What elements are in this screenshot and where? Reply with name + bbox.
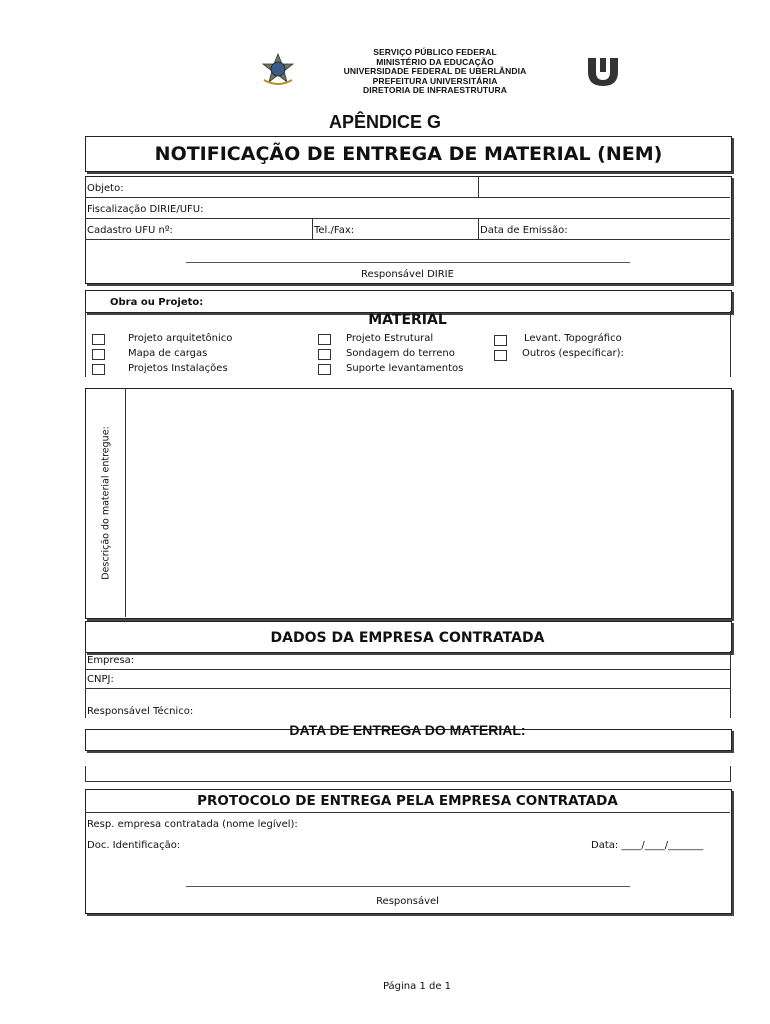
header-line: DIRETORIA DE INFRAESTRUTURA — [363, 85, 507, 95]
cnpj-label: CNPJ: — [87, 674, 114, 685]
material-option-label: Projeto Estrutural — [346, 333, 434, 344]
divider — [125, 388, 126, 617]
header-line: MINISTÉRIO DA EDUCAÇÃO — [376, 56, 494, 67]
brazil-coat-of-arms-logo — [258, 52, 298, 88]
checkbox-sondagem-do-terreno[interactable] — [318, 349, 331, 360]
material-option-label: Sondagem do terreno — [346, 348, 455, 359]
form-title: NOTIFICAÇÃO DE ENTREGA DE MATERIAL (NEM) — [85, 136, 732, 172]
empresa-title: DADOS DA EMPRESA CONTRATADA — [270, 630, 545, 646]
divider — [85, 197, 730, 198]
identification-block — [85, 176, 732, 284]
material-option-label: Suporte levantamentos — [346, 363, 464, 374]
divider — [85, 311, 86, 377]
tel-fax-label: Tel./Fax: — [314, 225, 355, 236]
page-number: Página 1 de 1 — [382, 981, 452, 992]
data-emissao-label: Data de Emissão: — [480, 225, 568, 236]
divider — [730, 311, 731, 377]
empresa-label: Empresa: — [87, 655, 135, 666]
divider — [85, 669, 730, 670]
divider — [85, 239, 730, 240]
checkbox-projetos-instalacoes[interactable] — [92, 364, 105, 375]
data-protocolo-label: Data: ____/____/_______ — [591, 840, 704, 851]
divider — [730, 766, 731, 782]
divider — [85, 688, 730, 689]
institution-header — [300, 48, 570, 96]
resp-empresa-label: Resp. empresa contratada (nome legível): — [87, 819, 298, 830]
ufu-logo — [584, 54, 622, 88]
divider — [85, 766, 86, 782]
header-line: SERVIÇO PÚBLICO FEDERAL — [373, 47, 497, 57]
protocolo-title: PROTOCOLO DE ENTREGA PELA EMPRESA CONTRATADA — [197, 793, 618, 809]
divider — [478, 218, 479, 239]
data-entrega-title: DATA DE ENTREGA DO MATERIAL: — [289, 722, 526, 738]
divider — [730, 651, 731, 718]
divider — [85, 781, 730, 782]
cadastro-label: Cadastro UFU nº: — [87, 225, 173, 236]
material-option-label: Projeto arquitetônico — [128, 333, 233, 344]
checkbox-suporte-levantamentos[interactable] — [318, 364, 331, 375]
doc-identificacao-label: Doc. Identificação: — [87, 840, 181, 851]
checkbox-outros[interactable] — [494, 350, 507, 361]
responsavel-tecnico-label: Responsável Técnico: — [87, 706, 194, 717]
material-option-label: Levant. Topográfico — [524, 333, 622, 344]
appendix-heading: APÊNDICE G — [328, 112, 442, 132]
divider — [312, 218, 313, 239]
divider — [85, 812, 730, 813]
checkbox-levant-topografico[interactable] — [494, 335, 507, 346]
responsavel-label: Responsável — [376, 896, 439, 907]
material-option-label: Mapa de cargas — [128, 348, 208, 359]
descricao-text-area[interactable] — [127, 390, 727, 615]
signature-line — [186, 886, 630, 887]
checkbox-projeto-arquitetonico[interactable] — [92, 334, 105, 345]
signature-line — [186, 262, 630, 263]
divider — [85, 651, 86, 718]
objeto-label: Objeto: — [87, 183, 124, 194]
descricao-label: Descrição do material entregue: — [100, 426, 112, 580]
header-line: PREFEITURA UNIVERSITÁRIA — [372, 75, 498, 86]
responsavel-dirie-label: Responsável DIRIE — [361, 269, 454, 280]
material-title: MATERIAL — [368, 312, 447, 328]
material-option-label: Outros (especificar): — [522, 348, 624, 359]
divider — [85, 218, 730, 219]
obra-label: Obra ou Projeto: — [110, 297, 204, 308]
header-line: UNIVERSIDADE FEDERAL DE UBERLÂNDIA — [343, 66, 527, 76]
checkbox-mapa-de-cargas[interactable] — [92, 349, 105, 360]
divider — [478, 176, 479, 197]
checkbox-projeto-estrutural[interactable] — [318, 334, 331, 345]
fiscalizacao-label: Fiscalização DIRIE/UFU: — [87, 204, 204, 215]
material-option-label: Projetos Instalações — [128, 363, 228, 374]
